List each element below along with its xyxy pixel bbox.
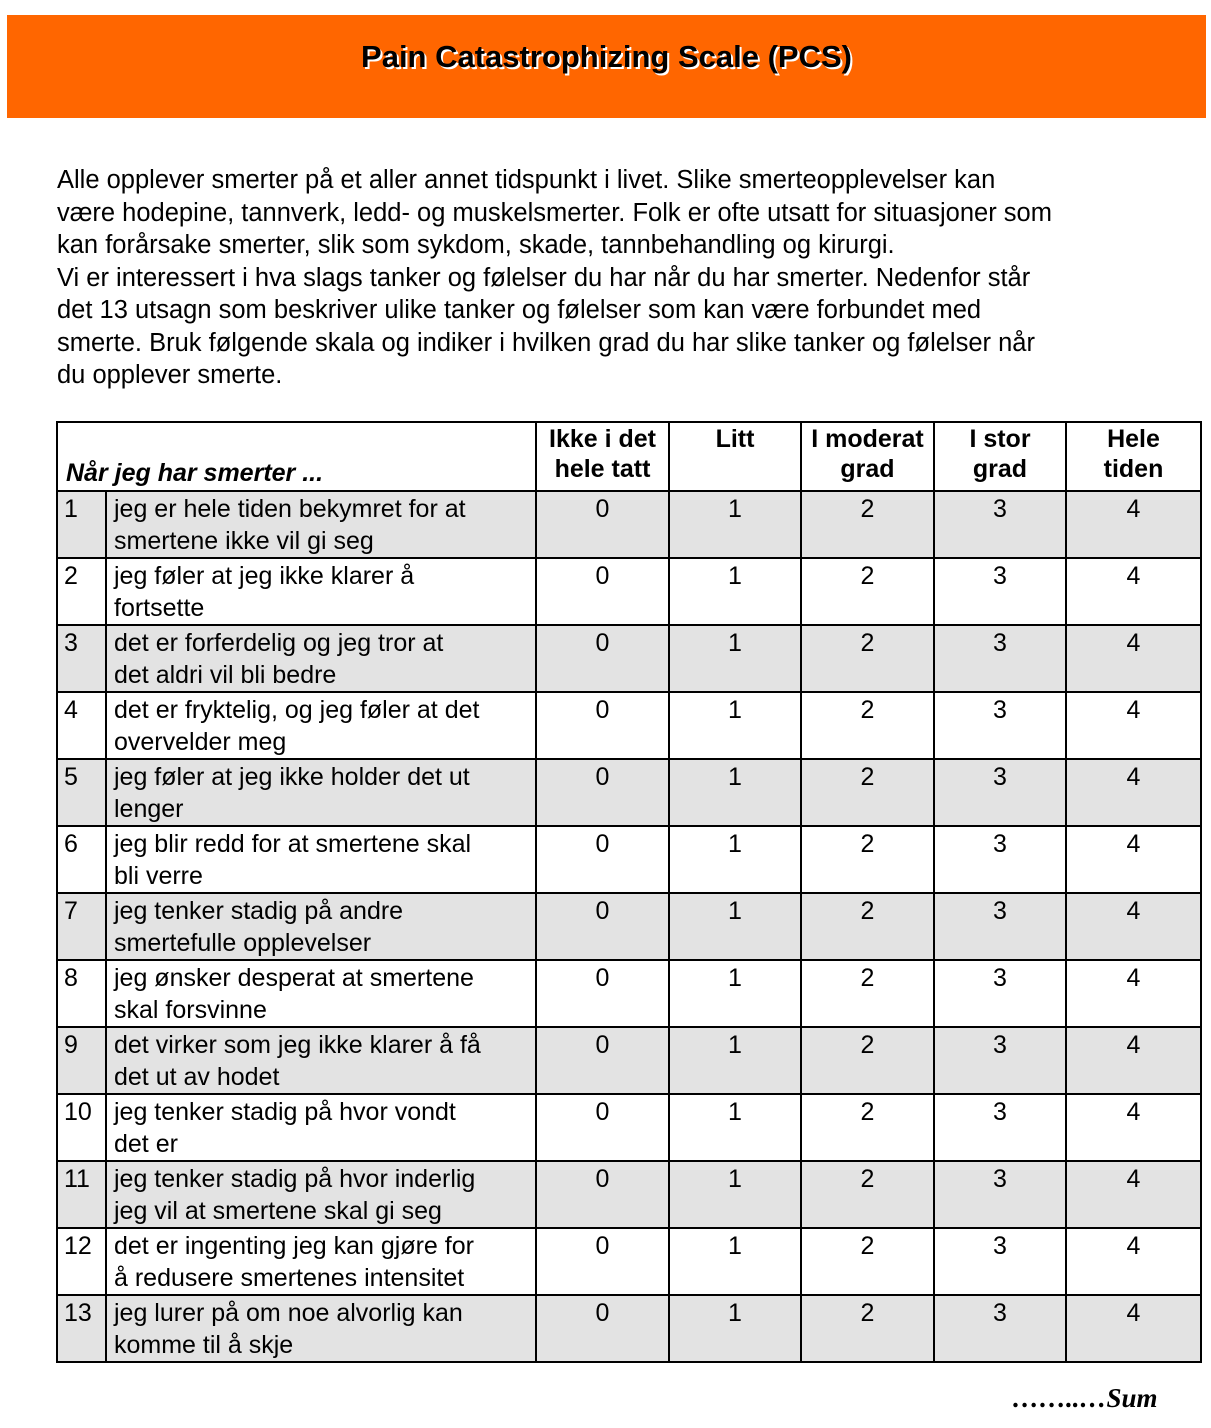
statement-line: det er fryktelig, og jeg føler at det [114,696,480,724]
item-statement [106,1295,536,1362]
intro-line: være hodepine, tannverk, ledd- og muskelsmerter. Folk er ofte utsatt for situasjoner som [57,198,1052,227]
table-row [57,491,1201,558]
score-option-3[interactable]: 3 [934,826,1066,893]
statement-line: overvelder meg [114,728,287,756]
statement-line: det er [114,1130,178,1158]
item-number: 5 [57,759,106,826]
score-option-3[interactable]: 3 [934,491,1066,558]
table-row [57,1295,1201,1362]
score-option-2[interactable]: 2 [801,1027,934,1094]
scale-header-line: grad [972,455,1028,483]
score-option-4[interactable]: 4 [1066,1094,1201,1161]
score-option-2[interactable]: 2 [801,960,934,1027]
score-option-2[interactable]: 2 [801,1161,934,1228]
item-statement [106,826,536,893]
score-option-0[interactable]: 0 [536,1094,669,1161]
score-option-0[interactable]: 0 [536,1228,669,1295]
table-row [57,1161,1201,1228]
score-option-1[interactable]: 1 [669,893,801,960]
statement-line: å redusere smertenes intensitet [114,1264,465,1292]
score-option-2[interactable]: 2 [801,826,934,893]
score-option-0[interactable]: 0 [536,1295,669,1362]
scale-header-line: Litt [715,425,755,453]
score-option-0[interactable]: 0 [536,893,669,960]
score-option-3[interactable]: 3 [934,1161,1066,1228]
score-option-1[interactable]: 1 [669,692,801,759]
score-option-1[interactable]: 1 [669,1094,801,1161]
intro-text [57,164,1167,392]
item-number: 4 [57,692,106,759]
scale-header-line: I moderat [811,425,924,453]
item-number: 10 [57,1094,106,1161]
item-number: 8 [57,960,106,1027]
score-option-1[interactable]: 1 [669,491,801,558]
score-option-2[interactable]: 2 [801,625,934,692]
scale-header-1 [669,422,801,491]
scale-header-2 [801,422,934,491]
item-statement [106,960,536,1027]
scale-header-line: tiden [1103,455,1164,483]
intro-line: kan forårsake smerter, slik som sykdom, skade, tannbehandling og kirurgi. [57,231,895,259]
score-option-1[interactable]: 1 [669,558,801,625]
intro-line: du opplever smerte. [57,361,283,389]
table-row [57,558,1201,625]
score-option-3[interactable]: 3 [934,558,1066,625]
statement-line: jeg tenker stadig på hvor vondt [114,1098,456,1126]
score-option-4[interactable]: 4 [1066,625,1201,692]
score-option-4[interactable]: 4 [1066,692,1201,759]
statement-line: jeg er hele tiden bekymret for at [114,495,466,523]
scale-header-line: hele tatt [554,455,651,483]
item-number: 3 [57,625,106,692]
scale-header-4 [1066,422,1201,491]
item-statement [106,625,536,692]
statement-line: det virker som jeg ikke klarer å få [114,1031,481,1059]
page-title: Pain Catastrophizing Scale (PCS) [361,39,852,74]
item-number: 6 [57,826,106,893]
statement-line: jeg vil at smertene skal gi seg [114,1197,442,1225]
score-option-3[interactable]: 3 [934,1094,1066,1161]
score-option-1[interactable]: 1 [669,1161,801,1228]
statement-line: bli verre [114,862,203,890]
score-option-1[interactable]: 1 [669,1228,801,1295]
table-row [57,826,1201,893]
scale-header-line: Hele [1107,425,1160,453]
intro-line: det 13 utsagn som beskriver ulike tanker og følelser som kan være forbundet med [57,296,982,324]
table-row [57,1228,1201,1295]
title-banner [7,15,1206,118]
stem-header: Når jeg har smerter ... [57,422,536,491]
statement-line: det er forferdelig og jeg tror at [114,629,444,657]
score-option-0[interactable]: 0 [536,826,669,893]
score-option-3[interactable]: 3 [934,1295,1066,1362]
score-option-2[interactable]: 2 [801,893,934,960]
scale-header-0 [536,422,669,491]
scale-header-line: I stor [969,425,1031,453]
table-row [57,960,1201,1027]
score-option-4[interactable]: 4 [1066,826,1201,893]
item-statement [106,1094,536,1161]
table-row [57,759,1201,826]
table-row [57,1027,1201,1094]
statement-line: jeg føler at jeg ikke klarer å [114,562,415,590]
table-row [57,893,1201,960]
item-number: 11 [57,1161,106,1228]
statement-line: jeg tenker stadig på andre [114,897,404,925]
score-option-4[interactable]: 4 [1066,1295,1201,1362]
scale-header-3 [934,422,1066,491]
item-statement [106,491,536,558]
score-option-0[interactable]: 0 [536,491,669,558]
statement-line: smertene ikke vil gi seg [114,527,374,555]
score-option-1[interactable]: 1 [669,759,801,826]
score-option-0[interactable]: 0 [536,960,669,1027]
score-option-1[interactable]: 1 [669,960,801,1027]
score-option-2[interactable]: 2 [801,491,934,558]
score-option-2[interactable]: 2 [801,1295,934,1362]
score-option-4[interactable]: 4 [1066,960,1201,1027]
statement-line: jeg føler at jeg ikke holder det ut [114,763,470,791]
item-number: 2 [57,558,106,625]
score-option-3[interactable]: 3 [934,960,1066,1027]
table-header-row [57,422,1201,491]
score-option-2[interactable]: 2 [801,692,934,759]
score-option-3[interactable]: 3 [934,893,1066,960]
statement-line: smertefulle opplevelser [114,929,372,957]
score-option-0[interactable]: 0 [536,558,669,625]
score-option-2[interactable]: 2 [801,1094,934,1161]
score-option-3[interactable]: 3 [934,1228,1066,1295]
item-statement [106,1027,536,1094]
score-option-0[interactable]: 0 [536,1161,669,1228]
table-row [57,692,1201,759]
item-number: 12 [57,1228,106,1295]
score-option-0[interactable]: 0 [536,1027,669,1094]
item-statement [106,893,536,960]
score-option-3[interactable]: 3 [934,759,1066,826]
score-option-4[interactable]: 4 [1066,759,1201,826]
intro-line: Alle opplever smerter på et aller annet tidspunkt i livet. Slike smerteopplevelser kan [57,166,996,194]
score-option-1[interactable]: 1 [669,826,801,893]
statement-line: det er ingenting jeg kan gjøre for [114,1232,474,1260]
scale-header-line: Ikke i det [549,425,656,453]
statement-line: skal forsvinne [114,996,267,1024]
statement-line: komme til å skje [114,1331,294,1359]
item-number: 7 [57,893,106,960]
score-option-1[interactable]: 1 [669,625,801,692]
table-row [57,625,1201,692]
statement-line: jeg tenker stadig på hvor inderlig [114,1165,476,1193]
score-option-3[interactable]: 3 [934,692,1066,759]
intro-line: smerte. Bruk følgende skala og indiker i hvilken grad du har slike tanker og følelser når [57,328,1035,357]
score-option-4[interactable]: 4 [1066,1228,1201,1295]
score-option-2[interactable]: 2 [801,759,934,826]
item-statement [106,558,536,625]
statement-line: lenger [114,795,184,823]
pcs-table [56,421,1202,1363]
score-option-3[interactable]: 3 [934,1027,1066,1094]
score-option-0[interactable]: 0 [536,759,669,826]
statement-line: fortsette [114,594,205,622]
statement-line: jeg ønsker desperat at smertene [114,964,474,992]
item-number: 1 [57,491,106,558]
scale-header-line: grad [840,455,895,483]
item-statement [106,1161,536,1228]
score-option-3[interactable]: 3 [934,625,1066,692]
score-option-4[interactable]: 4 [1066,1161,1201,1228]
score-option-1[interactable]: 1 [669,1295,801,1362]
item-statement [106,759,536,826]
item-number: 13 [57,1295,106,1362]
score-option-1[interactable]: 1 [669,1027,801,1094]
score-option-4[interactable]: 4 [1066,491,1201,558]
sum-label: ……..…Sum [1012,1383,1158,1413]
score-option-0[interactable]: 0 [536,692,669,759]
score-option-2[interactable]: 2 [801,558,934,625]
item-statement [106,692,536,759]
item-number: 9 [57,1027,106,1094]
statement-line: det ut av hodet [114,1063,280,1091]
statement-line: jeg lurer på om noe alvorlig kan [114,1299,463,1327]
statement-line: jeg blir redd for at smertene skal [114,830,472,858]
score-option-2[interactable]: 2 [801,1228,934,1295]
score-option-4[interactable]: 4 [1066,893,1201,960]
score-option-4[interactable]: 4 [1066,558,1201,625]
score-option-4[interactable]: 4 [1066,1027,1201,1094]
intro-line: Vi er interessert i hva slags tanker og følelser du har når du har smerter. Nedenfor står [57,263,1031,292]
table-row [57,1094,1201,1161]
item-statement [106,1228,536,1295]
score-option-0[interactable]: 0 [536,625,669,692]
statement-line: det aldri vil bli bedre [114,661,337,689]
